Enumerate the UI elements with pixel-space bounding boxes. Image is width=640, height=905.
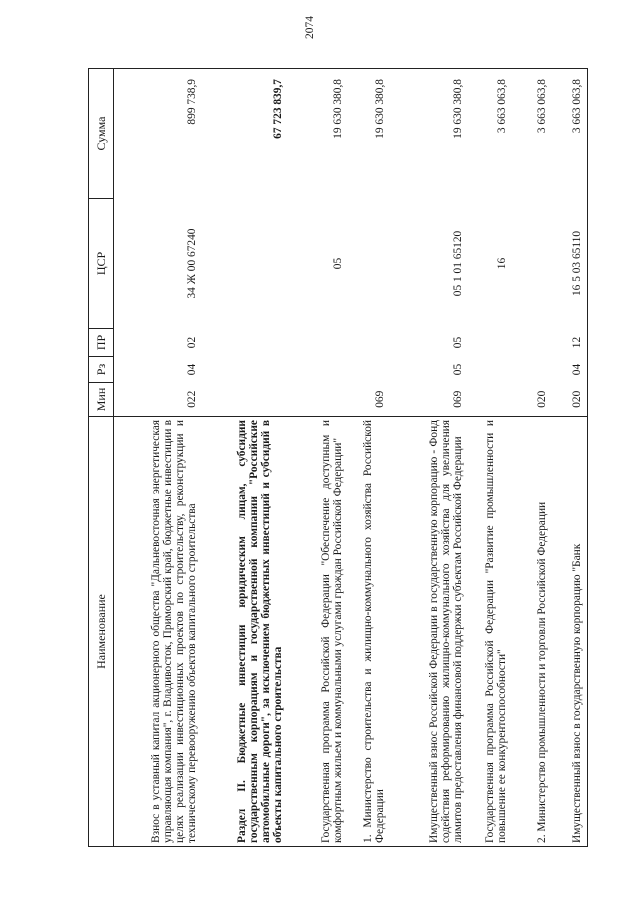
table-row	[348, 69, 390, 847]
row-min	[202, 383, 288, 417]
row-min: 069	[451, 390, 464, 408]
header-min: Мин	[89, 383, 114, 417]
table-row	[390, 69, 468, 847]
row-pr	[202, 329, 288, 357]
table-row	[512, 69, 552, 847]
table-row	[114, 69, 202, 847]
row-sum: 67 723 839,7	[202, 69, 288, 199]
row-csr	[512, 199, 552, 329]
row-name: Раздел II. Бюджетные инвестиции юридическим лицам, субсидии государственным корпорациям и государственной компании "Российские автомобильные дороги", за исключением бюджетных инвестиций и субсидий в объекты капитального строительства	[202, 417, 288, 847]
row-rz	[468, 357, 512, 383]
header-csr: ЦСР	[89, 199, 114, 329]
row-min	[288, 383, 348, 417]
row-min	[468, 383, 512, 417]
row-name: Имущественный взнос Российской Федерации в государственную корпорацию - Фонд содействия реформированию жилищно-коммунального хозяйства для увеличения лимитов предоставления финансовой поддержки субъектам Российской Федерации	[390, 417, 468, 847]
row-sum: 3 663 063,8	[552, 69, 588, 199]
table-row	[552, 69, 588, 847]
header-rz: Рз	[89, 357, 114, 383]
row-csr: 16	[495, 257, 508, 270]
row-rz: 04	[552, 357, 588, 383]
row-pr: 02	[185, 336, 198, 349]
row-rz	[512, 357, 552, 383]
row-rz: 05	[451, 363, 464, 376]
row-csr	[348, 199, 390, 329]
row-rz	[288, 357, 348, 383]
row-pr	[288, 329, 348, 357]
row-pr	[348, 329, 390, 357]
row-sum: 19 630 380,8	[288, 69, 348, 199]
page-number: 2074	[304, 16, 316, 39]
row-csr	[202, 199, 288, 329]
row-name: 1. Министерство строительства и жилищно-коммунального хозяйства Российской Федерации	[348, 417, 390, 847]
row-sum: 899 738,9	[114, 69, 202, 199]
row-csr: 34 Ж 00 67240	[185, 228, 198, 299]
row-sum: 19 630 380,8	[390, 69, 468, 199]
row-csr: 05	[331, 257, 344, 270]
row-rz: 04	[185, 363, 198, 376]
row-pr	[468, 329, 512, 357]
row-min: 022	[185, 390, 198, 408]
row-pr	[512, 329, 552, 357]
row-sum: 3 663 063,8	[512, 69, 552, 199]
row-sum: 19 630 380,8	[348, 69, 390, 199]
row-rz	[202, 357, 288, 383]
row-sum: 3 663 063,8	[468, 69, 512, 199]
row-min: 069	[373, 390, 386, 408]
table-row	[468, 69, 512, 847]
row-min: 020	[552, 383, 588, 417]
row-csr: 05 1 01 65120	[451, 230, 464, 297]
table-row	[202, 69, 288, 847]
table-header-row	[89, 69, 114, 847]
row-name: Взнос в уставный капитал акционерного общества "Дальневосточная энергетическая управляющая компания", г. Владивосток, Приморский край, бюджетные инвестиции в целях реализации инвестиционных проектов по строительству, реконструкции и техническому перевооружению объектов капитального строительства	[114, 417, 202, 847]
row-csr: 16 5 03 65110	[552, 199, 588, 329]
row-pr: 12	[552, 329, 588, 357]
row-name: Имущественный взнос в государственную корпорацию "Банк	[552, 417, 588, 847]
header-pr: ПР	[89, 329, 114, 357]
row-name: 2. Министерство промышленности и торговли Российской Федерации	[512, 417, 552, 847]
row-rz	[348, 357, 390, 383]
header-name: Наименование	[89, 417, 114, 847]
row-min: 020	[535, 390, 548, 408]
row-name: Государственная программа Российской Федерации "Развитие промышленности и повышение ее конкурентоспособности"	[468, 417, 512, 847]
header-sum: Сумма	[89, 69, 114, 199]
table-row	[288, 69, 348, 847]
row-pr: 05	[451, 336, 464, 349]
row-name: Государственная программа Российской Федерации "Обеспечение доступным и комфортным жильем и коммунальными услугами граждан Российской Федерации"	[288, 417, 348, 847]
rotated-table-container	[88, 69, 586, 847]
budget-table	[88, 68, 588, 847]
